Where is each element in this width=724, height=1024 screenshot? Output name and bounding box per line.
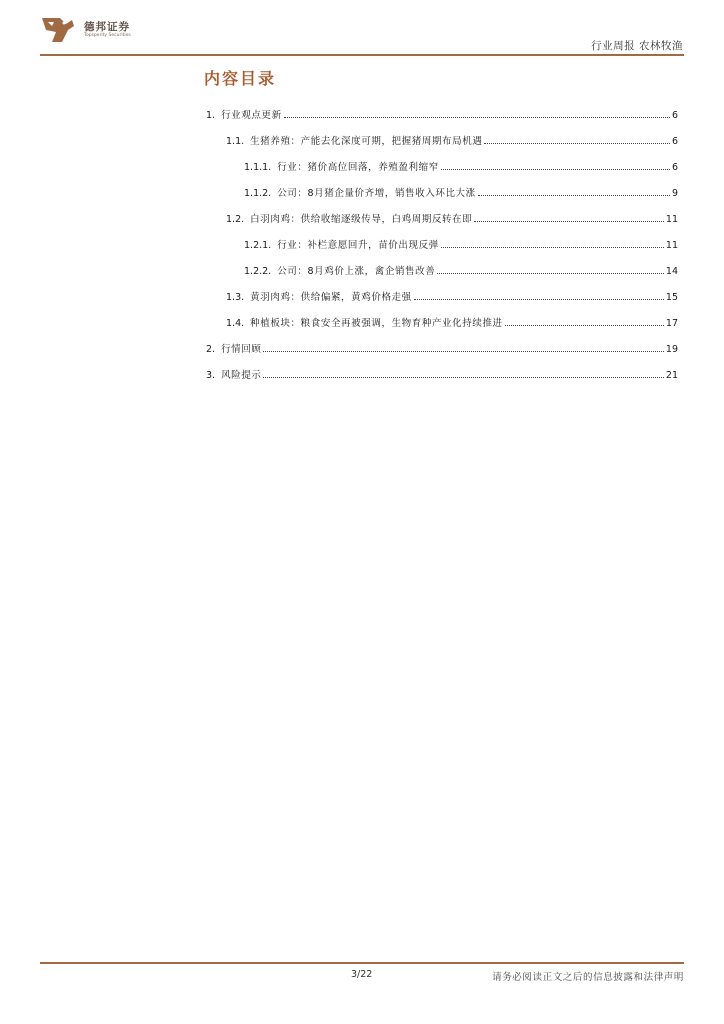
toc-entry-page: 6	[671, 110, 678, 121]
toc-leader-dots	[505, 325, 664, 326]
toc-entry-number: 2.	[206, 344, 216, 355]
toc-entry-number: 1.1.	[226, 136, 245, 147]
toc-entry-number: 1.2.	[226, 214, 245, 225]
toc-entry-text: 风险提示	[221, 370, 262, 381]
toc-entry-text: 公司：8月鸡价上涨，禽企销售改善	[277, 266, 436, 277]
toc-leader-dots	[437, 273, 664, 274]
toc-entry[interactable]	[226, 133, 678, 147]
toc-entry[interactable]	[244, 185, 678, 199]
toc-entry-text: 白羽肉鸡：供给收缩逐级传导，白鸡周期反转在即	[250, 214, 473, 225]
toc-entry-text: 黄羽肉鸡：供给偏紧，黄鸡价格走强	[250, 292, 412, 303]
toc-title: 内容目录	[204, 69, 277, 88]
toc-entry-number: 1.1.2.	[244, 188, 272, 199]
toc-entry-page: 21	[665, 370, 678, 381]
toc-leader-dots	[284, 117, 670, 118]
toc-leader-dots	[484, 143, 670, 144]
toc-entry-page: 15	[665, 292, 678, 303]
company-logo	[40, 14, 180, 50]
toc-entry-text: 行业：补栏意愿回升，苗价出现反弹	[277, 240, 439, 251]
toc-entry[interactable]	[226, 315, 678, 329]
toc-entry-text: 生猪养殖：产能去化深度可期，把握猪周期布局机遇	[250, 136, 483, 147]
toc-entry-page: 17	[665, 318, 678, 329]
toc-entry-page: 14	[665, 266, 678, 277]
toc-entry-text: 行业观点更新	[221, 110, 282, 121]
toc-entry-page: 11	[665, 240, 678, 251]
toc-entry-number: 1.1.1.	[244, 162, 272, 173]
toc-entry[interactable]	[206, 367, 678, 381]
toc-entry-text: 行情回顾	[221, 344, 262, 355]
toc-entry-number: 3.	[206, 370, 216, 381]
report-type: 行业周报 农林牧渔	[591, 40, 683, 52]
toc-entry-page: 6	[671, 162, 678, 173]
toc-entry-page: 19	[665, 344, 678, 355]
toc-entry-page: 6	[671, 136, 678, 147]
page-number: 3/22	[351, 969, 373, 980]
brand-name: 德邦证券	[84, 21, 130, 33]
toc-entry-number: 1.	[206, 110, 216, 121]
toc-leader-dots	[478, 195, 670, 196]
toc-entry-text: 种植板块：粮食安全再被强调，生物育种产业化持续推进	[250, 318, 503, 329]
toc-entry[interactable]	[206, 341, 678, 355]
toc-entry-number: 1.2.2.	[244, 266, 272, 277]
logo-mark-icon	[40, 14, 76, 46]
toc-leader-dots	[474, 221, 664, 222]
toc-entry[interactable]	[226, 211, 678, 225]
toc-entry-page: 11	[665, 214, 678, 225]
toc-entry[interactable]	[244, 263, 678, 277]
toc-entry-page: 9	[671, 188, 678, 199]
toc-entry[interactable]	[244, 237, 678, 251]
toc-leader-dots	[441, 247, 664, 248]
toc-entry-number: 1.2.1.	[244, 240, 272, 251]
toc-entry[interactable]	[206, 107, 678, 121]
toc-entry-text: 行业：猪价高位回落，养殖盈利缩窄	[277, 162, 439, 173]
toc-entry[interactable]	[226, 289, 678, 303]
header-divider	[40, 54, 684, 56]
toc-leader-dots	[441, 169, 670, 170]
toc-entry-number: 1.4.	[226, 318, 245, 329]
footer-divider	[40, 962, 684, 964]
toc-leader-dots	[263, 377, 663, 378]
toc-entry[interactable]	[244, 159, 678, 173]
toc-entry-number: 1.3.	[226, 292, 245, 303]
toc-leader-dots	[263, 351, 663, 352]
toc-entry-text: 公司：8月猪企量价齐增，销售收入环比大涨	[277, 188, 476, 199]
disclaimer-note: 请务必阅读正文之后的信息披露和法律声明	[492, 972, 684, 983]
toc-leader-dots	[414, 299, 664, 300]
brand-name-en: Topsperity Securities	[84, 33, 131, 38]
